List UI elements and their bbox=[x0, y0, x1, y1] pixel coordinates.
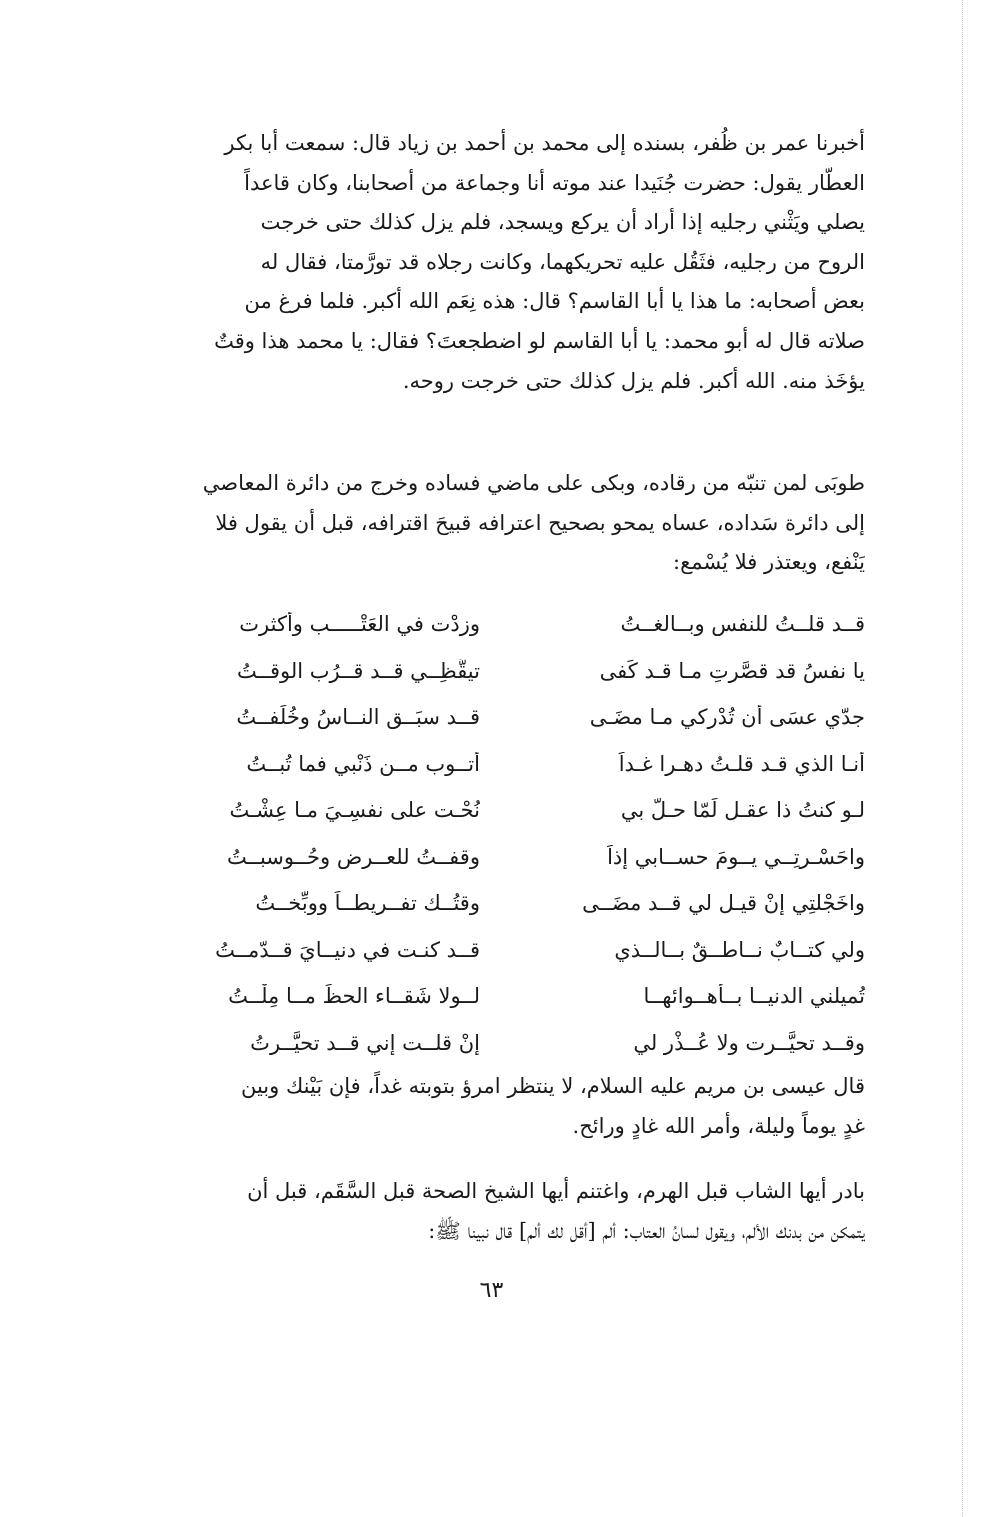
text-line: يتمكن من بدنك الألم، ويقول لسانُ العتاب: ألم [أقل لك ألم] قال نبينا ﷺ: bbox=[428, 1218, 865, 1243]
text-line: إلى دائرة سَداده، عساه يمحو بصحيح اعترافه قبيحَ اقترافه، قبل أن يقول فلا bbox=[215, 510, 865, 535]
text-line: يَنْفع، ويعتذر فلا يُسْمع: bbox=[673, 550, 865, 575]
verse-first-hemistich: واخَجْلتِي إنْ قيـل لي قــد مضَــى bbox=[582, 891, 865, 916]
poem-verse bbox=[160, 973, 865, 1020]
paragraph-tuba bbox=[160, 464, 865, 583]
poem-verse bbox=[160, 694, 865, 741]
text-line: الروح من رجليه، فثَقُل عليه تحريكهما، وكانت رجلاه قد تورَّمتا، فقال له bbox=[260, 249, 865, 274]
verse-second-hemistich: تيقَّظِــي قــد قــرُب الوقــتُ bbox=[237, 658, 480, 683]
poem-verse bbox=[160, 648, 865, 695]
verse-first-hemistich: وقــد تحيَّــرت ولا عُــذْر لي bbox=[633, 1030, 865, 1055]
verse-first-hemistich: قــد قلــتُ للنفس وبــالغــتُ bbox=[620, 612, 865, 637]
verse-first-hemistich: واحَسْـرتِــي يــومَ حســابي إذاً bbox=[607, 844, 865, 869]
verse-first-hemistich: تُميلني الدنيــا بــأهــوائهــا bbox=[643, 984, 865, 1009]
text-line: غدٍ يوماً وليلة، وأمر الله غادٍ ورائح. bbox=[572, 1113, 865, 1138]
poem-verse bbox=[160, 741, 865, 788]
text-line: يؤخَذ منه. الله أكبر. فلم يزل كذلك حتى خرجت روحه. bbox=[402, 368, 865, 393]
verse-second-hemistich: وقفــتُ للعــرضِ وحُــوسبــتُ bbox=[227, 844, 480, 869]
poem-verse bbox=[160, 927, 865, 974]
text-line: العطّار يقول: حضرت جُنَيدا عند موته أنا وجماعة من أصحابنا، وكان قاعداً bbox=[244, 170, 865, 195]
verse-second-hemistich: قــد سبَــق النــاسُ وخُلِّفــتُ bbox=[236, 705, 480, 730]
poem-verse bbox=[160, 1020, 865, 1067]
text-line: طوبَى لمن تنبّه من رقاده، وبكى على ماضي فساده وخرج من دائرة المعاصي bbox=[202, 471, 865, 495]
paragraph-junayd-narration bbox=[160, 124, 865, 401]
text-line: قال عيسى بن مريم عليه السلام، لا ينتظر امرؤ بتوبته غداً، فإن بَيْنك وبين bbox=[240, 1074, 865, 1098]
scan-edge-rule bbox=[962, 0, 963, 1517]
text-line: صلاته قال له أبو محمد: يا أبا القاسم لو اضطجعتَ؟ فقال: يا محمد هذا وقتٌ bbox=[214, 328, 865, 353]
poem-verse bbox=[160, 834, 865, 881]
text-line: بادر أيها الشاب قبل الهرم، واغتنم أيها الشيخ الصحة قبل السَّقَم، قبل أن bbox=[247, 1179, 865, 1203]
paragraph-isa bbox=[160, 1067, 865, 1146]
paragraph-badir bbox=[160, 1172, 865, 1251]
text-line: بعض أصحابه: ما هذا يا أبا القاسم؟ قال: هذه نِعَم الله أكبر. فلما فرغ من bbox=[244, 289, 865, 314]
verse-second-hemistich: إنْ قلــت إني قــد تحيَّــرتُ bbox=[250, 1030, 480, 1055]
verse-first-hemistich: جدّي عسَى أن تُدْركي مـا مضَـى bbox=[589, 705, 865, 730]
verse-second-hemistich: لــولا شَقــاء الحظِّ مــا مِلْــتُ bbox=[228, 984, 480, 1009]
verse-first-hemistich: أنـا الذي قـد قلـتُ دهـرا غـداً bbox=[618, 751, 865, 776]
verse-second-hemistich: وزدْت في العَتْـــــب وأكثرت bbox=[239, 612, 480, 637]
verse-second-hemistich: نُحْـت على نفسِـيَ مـا عِشْـتُ bbox=[229, 798, 480, 823]
poem-verse bbox=[160, 880, 865, 927]
verse-first-hemistich: لـو كنتُ ذا عقـلٍ لَمّا حـلَّ بي bbox=[620, 798, 865, 823]
verse-second-hemistich: وقتُــك تفــريطــاً ووبِّخــتُ bbox=[255, 891, 480, 916]
poem-verse bbox=[160, 787, 865, 834]
text-line: يصلي ويَثْني رجليه إذا أراد أن يركع ويسجد، فلم يزل كذلك حتى خرجت bbox=[260, 210, 865, 235]
poem bbox=[160, 601, 865, 1066]
page-number: ٦٣ bbox=[479, 1278, 504, 1303]
verse-second-hemistich: أتــوب مــن ذَنْبي فما تُبــتُ bbox=[246, 751, 480, 776]
verse-first-hemistich: ولي كتــابٌ نــاطــقٌ بــالــذي bbox=[614, 937, 865, 962]
text-line: أخبرنا عمر بن ظُفر، بسنده إلى محمد بن أحمد بن زياد قال: سمعت أبا بكر bbox=[224, 131, 865, 155]
verse-second-hemistich: قــد كنـت في دنيــايَ قــدّمــتُ bbox=[215, 937, 480, 962]
verse-first-hemistich: يا نفسُ قد قصَّرتِ مـا قـد كَفى bbox=[599, 658, 865, 683]
poem-verse bbox=[160, 601, 865, 648]
